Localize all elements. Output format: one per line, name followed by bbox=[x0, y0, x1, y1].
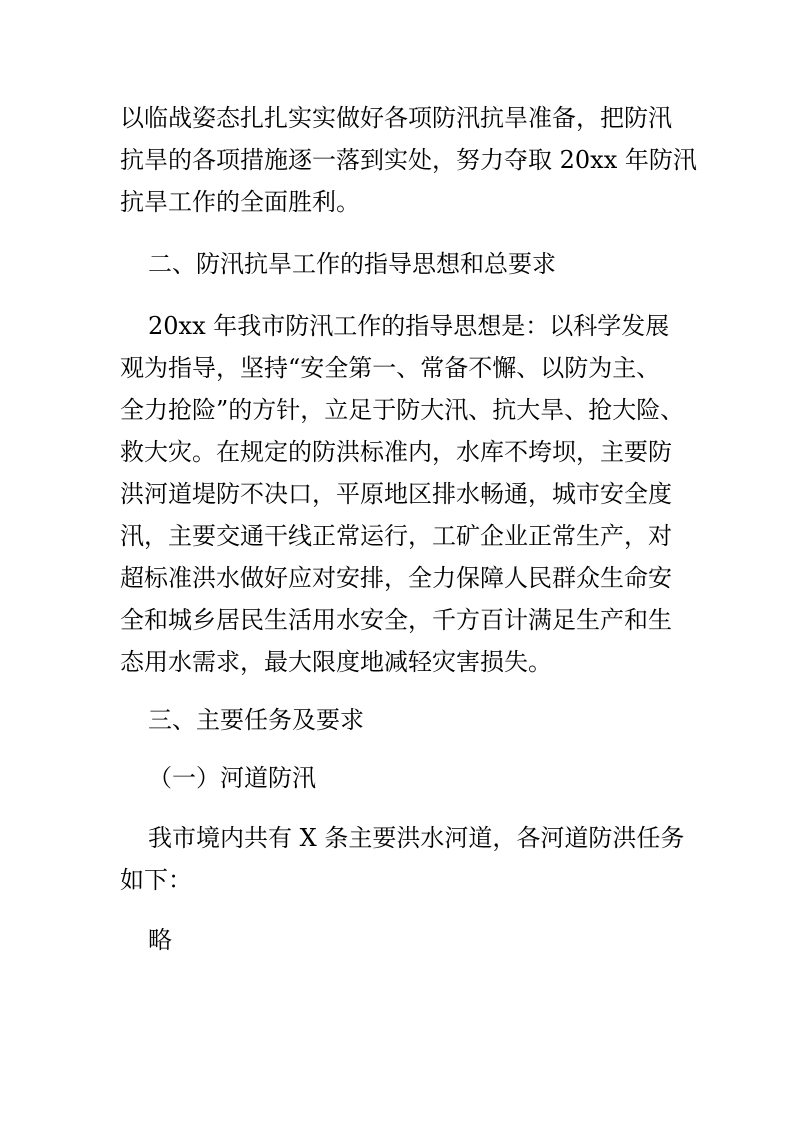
subsection-heading: （一）河道防汛 bbox=[148, 764, 316, 792]
paragraph-line: 洪河道堤防不决口，平原地区排水畅通，城市安全度 bbox=[120, 480, 672, 508]
paragraph-line: 我市境内共有 X 条主要洪水河道，各河道防洪任务 bbox=[148, 824, 685, 852]
paragraph-line: 抗旱工作的全面胜利。 bbox=[120, 188, 360, 216]
section-heading-2: 二、防汛抗旱工作的指导思想和总要求 bbox=[148, 250, 556, 278]
paragraph-text: 略 bbox=[148, 926, 172, 954]
paragraph-line: 超标准洪水做好应对安排，全力保障人民群众生命安 bbox=[120, 564, 672, 592]
paragraph-line: 如下： bbox=[120, 866, 192, 894]
paragraph-line: 以临战姿态扎扎实实做好各项防汛抗旱准备，把防汛 bbox=[120, 104, 672, 132]
section-heading-3: 三、主要任务及要求 bbox=[148, 706, 364, 734]
paragraph-line: 汛，主要交通干线正常运行，工矿企业正常生产，对 bbox=[120, 522, 672, 550]
paragraph-line: 救大灾。在规定的防洪标准内，水库不垮坝，主要防 bbox=[120, 438, 672, 466]
paragraph-line: 20xx 年我市防汛工作的指导思想是：以科学发展 bbox=[148, 312, 670, 340]
paragraph-line: 观为指导，坚持“安全第一、常备不懈、以防为主、 bbox=[120, 354, 661, 382]
paragraph-line: 抗旱的各项措施逐一落到实处，努力夺取 20xx 年防汛 bbox=[120, 146, 697, 174]
paragraph-line: 态用水需求，最大限度地减轻灾害损失。 bbox=[120, 648, 552, 676]
paragraph-line: 全和城乡居民生活用水安全，千方百计满足生产和生 bbox=[120, 606, 672, 634]
paragraph-line: 全力抢险”的方针，立足于防大汛、抗大旱、抢大险、 bbox=[120, 396, 685, 424]
